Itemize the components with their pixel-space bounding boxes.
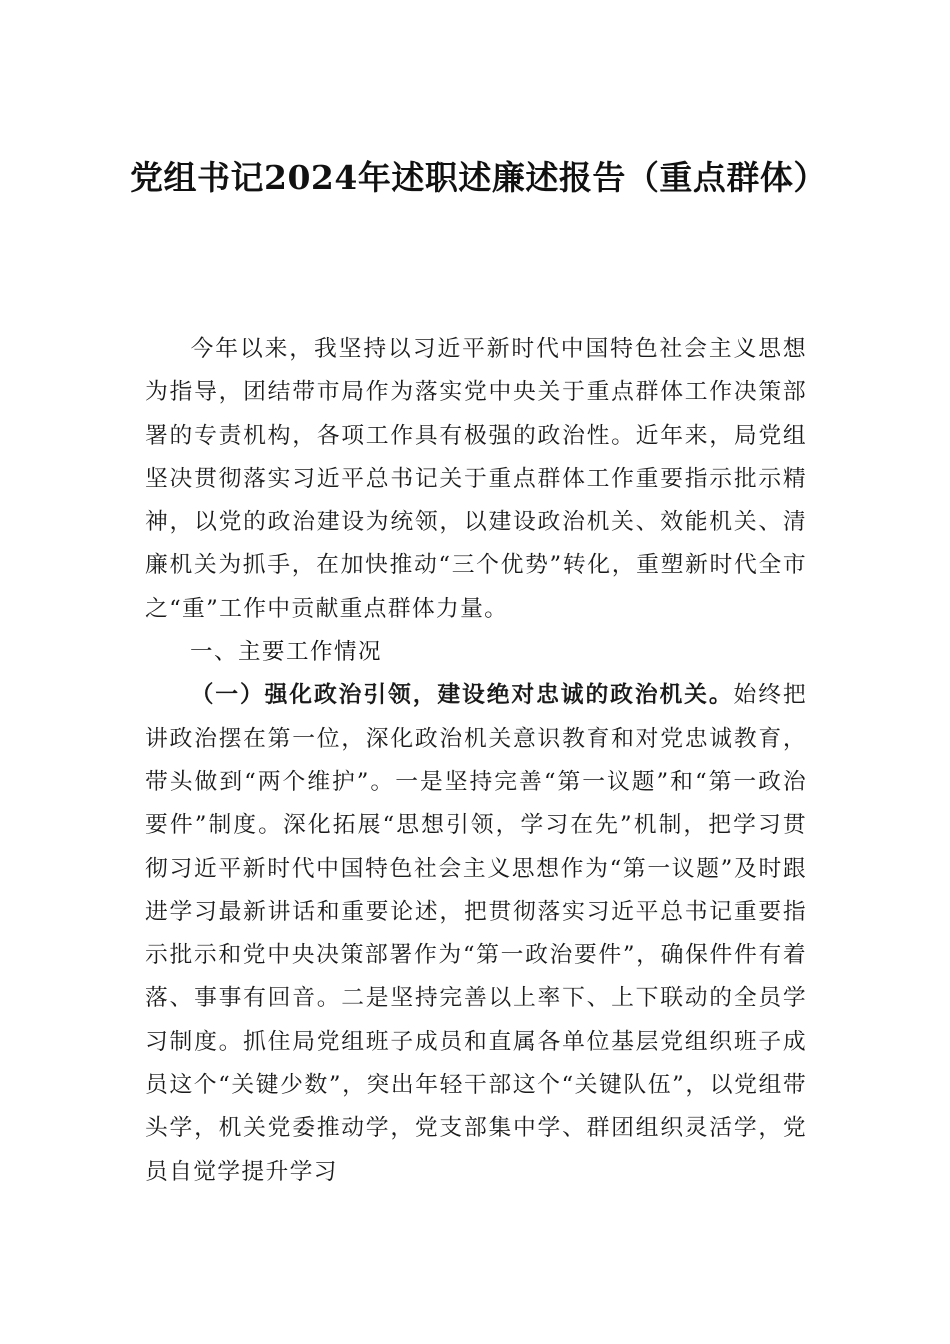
subsection-paragraph bbox=[145, 674, 807, 1194]
intro-paragraph: 今年以来，我坚持以习近平新时代中国特色社会主义思想为指导，团结带市局作为落实党中央关于重点群体工作决策部署的专责机构，各项工作具有极强的政治性。近年来，局党组坚决贯彻落实习近平总书记关于重点群体工作重要指示批示精神，以党的政治建设为统领，以建设政治机关、效能机关、清廉机关为抓手，在加快推动“三个优势”转化，重塑新时代全市之“重”工作中贡献重点群体力量。 bbox=[145, 336, 807, 622]
subsection-lead: （一）强化政治引领，建设绝对忠诚的政治机关。 bbox=[190, 682, 734, 709]
document-title: 党组书记2024年述职述廉述报告（重点群体） bbox=[130, 158, 827, 197]
section-heading: 一、主要工作情况 bbox=[190, 639, 383, 666]
document-body bbox=[145, 328, 807, 1194]
subsection-body: 始终把讲政治摆在第一位，深化政治机关意识教育和对党忠诚教育，带头做到“两个维护”。一是坚持完善“第一议题”和“第一政治要件”制度。深化拓展“思想引领，学习在先”机制，把学习贯彻习近平新时代中国特色社会主义思想作为“第一议题”及时跟进学习最新讲话和重要论述，把贯彻落实习近平总书记重要指示批示和党中央决策部署作为“第一政治要件”，确保件件有着落、事事有回音。二是坚持完善以上率下、上下联动的全员学习制度。抓住局党组班子成员和直属各单位基层党组织班子成员这个“关键少数”，突出年轻干部这个“关键队伍”，以党组带头学，机关党委推动学，党支部集中学、群团组织灵活学，党员自觉学提升学习 bbox=[145, 682, 807, 1185]
